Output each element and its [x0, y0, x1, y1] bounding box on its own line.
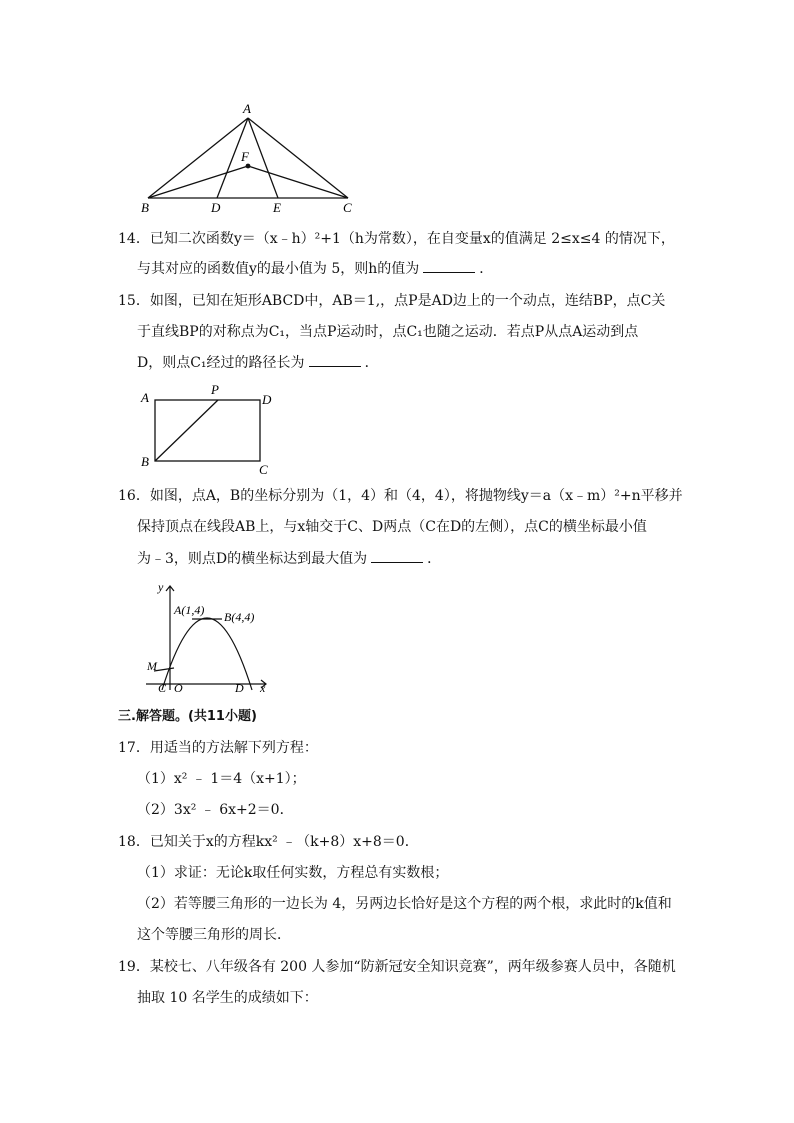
y-axis-label: y [158, 580, 164, 594]
label-d: D [211, 200, 221, 215]
x-axis-label: x [260, 681, 266, 695]
section-heading: 三.解答题。(共11小题) [118, 709, 257, 724]
q16-line-1: 16．如图，点A，B的坐标分别为（1，4）和（4，4），将抛物线y＝a（x﹣m）²+n平移并 [118, 488, 683, 504]
rectangle-figure [135, 378, 285, 478]
q18-part-1: （1）求证：无论k取任何实数，方程总有实数根； [137, 865, 449, 881]
q19-line-2: 抽取 10 名学生的成绩如下： [137, 990, 318, 1006]
q14-line-2 [137, 259, 493, 279]
q17-stem: 17．用适当的方法解下列方程： [118, 740, 318, 756]
point-f-dot [246, 164, 251, 169]
q14-line-2-end: ． [479, 261, 494, 277]
q17-part-1: （1）x² ﹣ 1＝4（x+1）； [137, 771, 306, 787]
q16-line-3 [137, 549, 441, 569]
label-b: B(4,4) [224, 610, 255, 624]
label-p: P [211, 382, 219, 397]
parabola-curve [162, 618, 252, 690]
label-d: D [235, 681, 244, 695]
q17-part-2: （2）3x² ﹣ 6x+2＝0． [137, 802, 294, 818]
label-m: M [147, 659, 157, 673]
triangle-figure [130, 98, 370, 216]
q14-line-1: 14．已知二次函数y＝（x﹣h）²+1（h为常数），在自变量x的值满足 2≤x≤4 的情况下， [118, 231, 675, 247]
label-c: C [259, 462, 268, 477]
q18-stem: 18．已知关于x的方程kx² ﹣（k+8）x+8＝0． [118, 834, 419, 850]
label-a: A(1,4) [174, 603, 205, 617]
q15-line-3-text: D，则点C₁经过的路径长为 [137, 355, 305, 371]
label-a: A [141, 390, 149, 405]
q15-line-1: 15．如图，已知在矩形ABCD中，AB＝1,，点P是AD边上的一个动点，连结BP，点C关 [118, 293, 666, 309]
label-d: D [262, 392, 272, 407]
q19-line-1: 19．某校七、八年级各有 200 人参加“防新冠安全知识竞赛”，两年级参赛人员中，各随机 [118, 959, 676, 975]
label-b: B [141, 454, 149, 469]
q16-line-2: 保持顶点在线段AB上，与x轴交于C、D两点（C在D的左侧），点C的横坐标最小值 [137, 519, 647, 535]
label-e: E [273, 200, 281, 215]
q16-line-3-end: ． [427, 551, 442, 567]
label-f: F [241, 149, 249, 164]
label-b: B [141, 200, 149, 215]
label-o: O [174, 681, 183, 695]
q18-part-2b: 这个等腰三角形的周长． [137, 927, 291, 943]
label-c: C [158, 681, 167, 695]
q14-line-2-text: 与其对应的函数值y的最小值为 5，则h的值为 [137, 261, 420, 277]
q15-answer-blank [309, 354, 361, 367]
q16-answer-blank [371, 550, 423, 563]
q15-line-3-end: ． [364, 355, 379, 371]
parabola-figure [140, 574, 280, 696]
q16-line-3-text: 为﹣3，则点D的横坐标达到最大值为 [137, 551, 368, 567]
label-a: A [243, 101, 251, 116]
q15-line-3 [137, 353, 379, 373]
q14-answer-blank [423, 260, 475, 273]
label-c: C [343, 200, 352, 215]
q18-part-2a: （2）若等腰三角形的一边长为 4，另两边长恰好是这个方程的两个根，求此时的k值和 [137, 896, 672, 912]
q15-line-2: 于直线BP的对称点为C₁，当点P运动时，点C₁也随之运动．若点P从点A运动到点 [137, 324, 639, 340]
